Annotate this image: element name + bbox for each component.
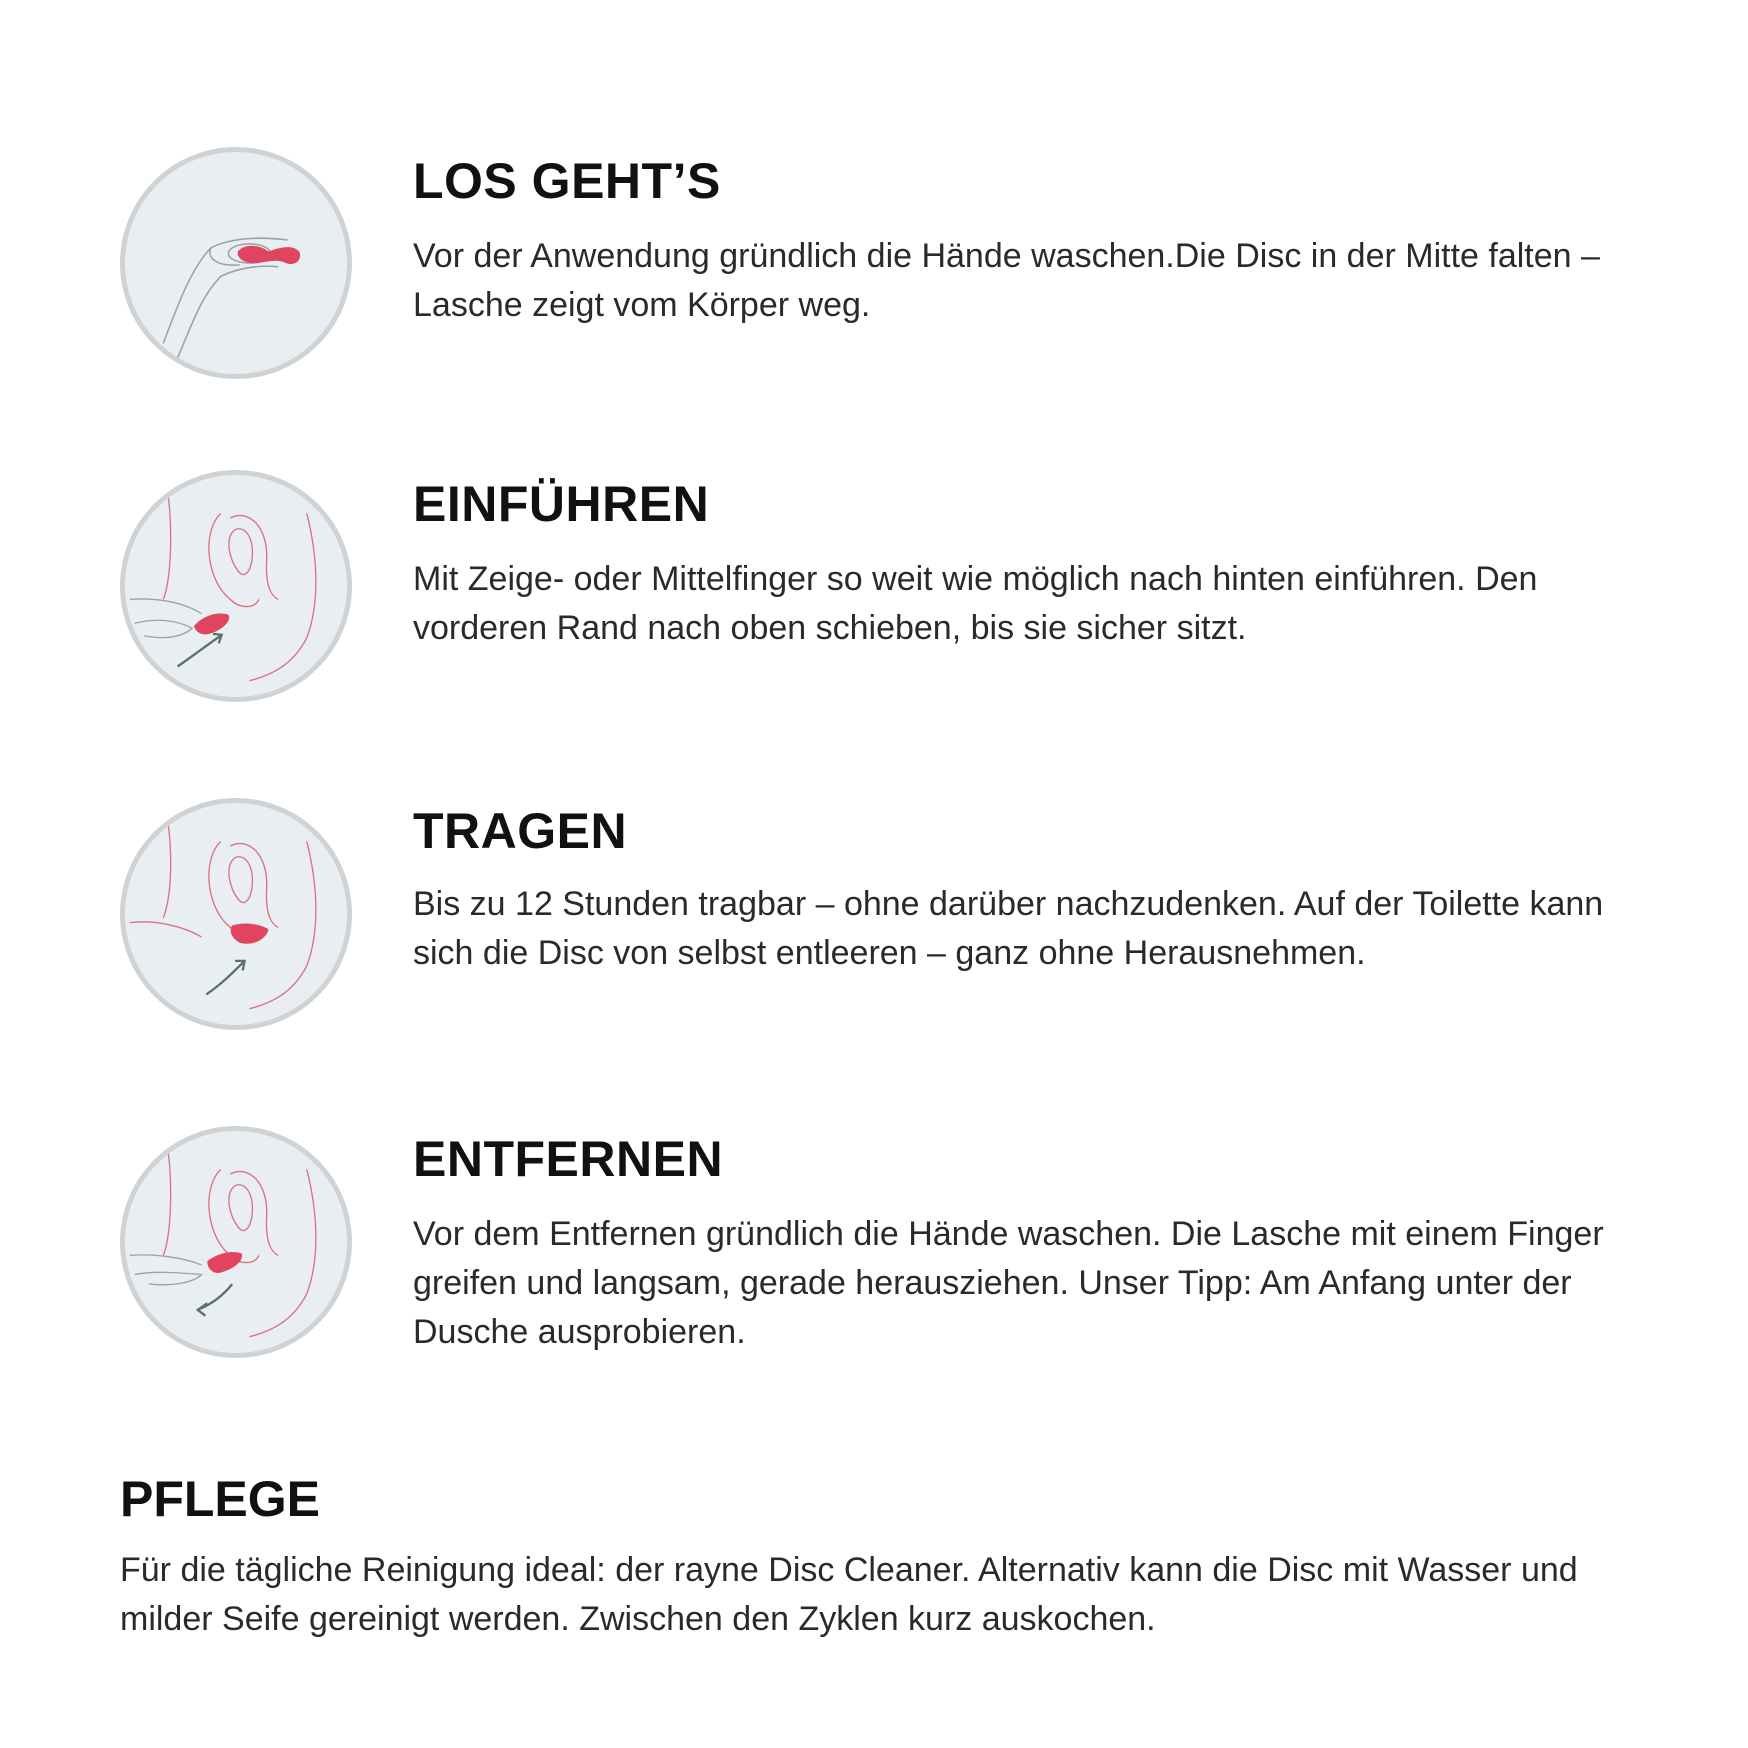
- remove-disc-icon: [120, 1126, 352, 1358]
- hand-holding-folded-disc-icon: [120, 147, 352, 379]
- step-title: ENTFERNEN: [413, 1131, 724, 1187]
- insert-disc-icon: [120, 470, 352, 702]
- step-description: Bis zu 12 Stunden tragbar – ohne darüber nachzudenken. Auf der Toilette kann sich die Disc von selbst entleeren – ganz ohne Herausnehmen.: [413, 885, 1604, 972]
- step-description: Mit Zeige- oder Mittelfinger so weit wie möglich nach hinten einführen. Den vorderen Rand nach oben schieben, bis sie sicher sitzt.: [413, 560, 1538, 647]
- care-title: PFLEGE: [120, 1471, 321, 1527]
- step-title: LOS GEHT’S: [413, 153, 721, 209]
- wear-disc-icon: [120, 798, 352, 1030]
- step-title: EINFÜHREN: [413, 476, 710, 532]
- step-description: Vor dem Entfernen gründlich die Hände waschen. Die Lasche mit einem Finger greifen und langsam, gerade herausziehen. Unser Tipp: Am Anfang unter der Dusche ausprobieren.: [413, 1215, 1604, 1351]
- step-title: TRAGEN: [413, 803, 628, 859]
- care-description: Für die tägliche Reinigung ideal: der rayne Disc Cleaner. Alternativ kann die Disc mit Wasser und milder Seife gereinigt werden. Zwischen den Zyklen kurz auskochen.: [120, 1551, 1578, 1638]
- step-description: Vor der Anwendung gründlich die Hände waschen.Die Disc in der Mitte falten – Lasche zeigt vom Körper weg.: [413, 237, 1600, 324]
